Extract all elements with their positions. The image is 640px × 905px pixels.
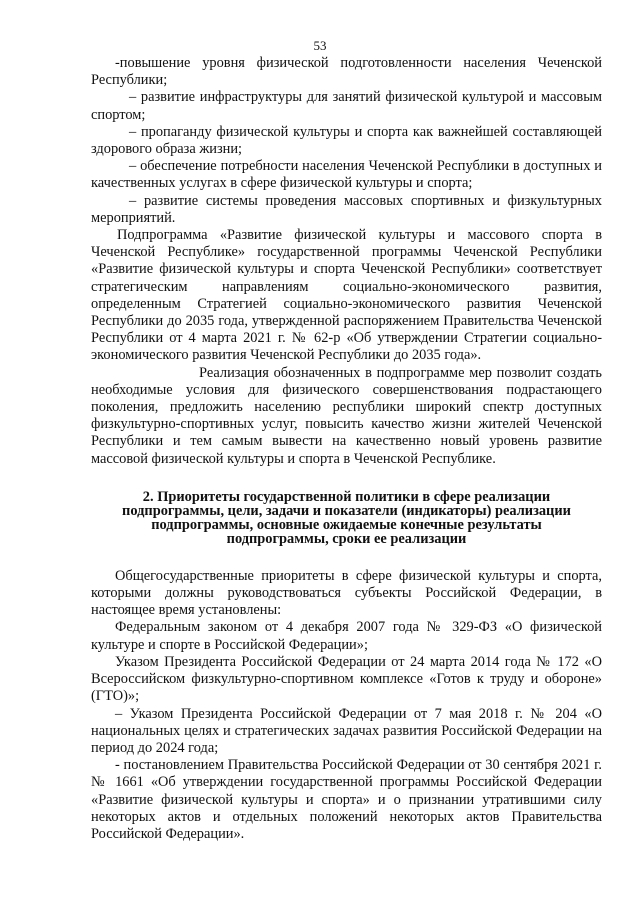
- list-item: – развитие инфраструктуры для занятий физической культурой и массовым спортом;: [91, 89, 602, 123]
- paragraph: Указом Президента Российской Федерации от 24 марта 2014 года № 172 «О Всероссийском физкультурно-спортивном комплексе «Готов к труду и обороне» (ГТО)»;: [91, 653, 602, 705]
- page-number: 53: [313, 38, 327, 53]
- paragraph: Федеральным законом от 4 декабря 2007 года № 329-ФЗ «О физической культуре и спорте в Российской Федерации»;: [91, 619, 602, 653]
- list-item: -повышение уровня физической подготовленности населения Чеченской Республики;: [91, 55, 602, 89]
- paragraph: Подпрограмма «Развитие физической культуры и массового спорта в Чеченской Республике» государственной программы Чеченской Республики «Развитие физической культуры и спорта Чеченской Республики» соответствует стратегическим направлениям социально-экономического развития, определенным Стратегией социально-экономического развития Чеченской Республики до 2035 года, утвержденной распоряжением Правительства Чеченской Республики от 4 марта 2021 г. № 62-р «Об утверждении Стратегии социально-экономического развития Чеченской Республики до 2035 года».: [91, 227, 602, 364]
- list-item: – пропаганду физической культуры и спорта как важнейшей составляющей здорового образа жизни;: [91, 123, 602, 158]
- paragraph: - постановлением Правительства Российской Федерации от 30 сентября 2021 г. № 1661 «Об утверждении государственной программы Российской Федерации «Развитие физической культуры и спорта» и о признании утратившими силу некоторых актов и отдельных положений некоторых актов Правительства Российской Федерации».: [91, 757, 602, 842]
- section-heading: 2. Приоритеты государственной политики в сфере реализации подпрограммы, цели, задачи и показатели (индикаторы) реализации подпрограммы, основные ожидаемые конечные результаты подпрограммы, сроки ее реализации: [122, 488, 571, 547]
- paragraph: Реализация обозначенных в подпрограмме мер позволит создать необходимые условия для физического совершенствования подрастающего поколения, предложить населению республики широкий спектр доступных физкультурно-спортивных услуг, повысить качество жизни жителей Чеченской Республики и тем самым вывести на качественно новый уровень развитие массовой физической культуры и спорта в Чеченской Республике.: [91, 364, 602, 467]
- paragraph: – Указом Президента Российской Федерации от 7 мая 2018 г. № 204 «О национальных целях и стратегических задачах развития Российской Федерации на период до 2024 года;: [91, 705, 602, 756]
- document-body: [91, 55, 602, 843]
- list-item: – развитие системы проведения массовых спортивных и физкультурных мероприятий.: [91, 192, 602, 226]
- list-item: – обеспечение потребности населения Чеченской Республики в доступных и качественных услугах в сфере физической культуры и спорта;: [91, 158, 602, 192]
- paragraph: Общегосударственные приоритеты в сфере физической культуры и спорта, которыми должны руководствоваться субъекты Российской Федерации, в настоящее время установлены:: [91, 567, 602, 619]
- spacer: [91, 546, 602, 568]
